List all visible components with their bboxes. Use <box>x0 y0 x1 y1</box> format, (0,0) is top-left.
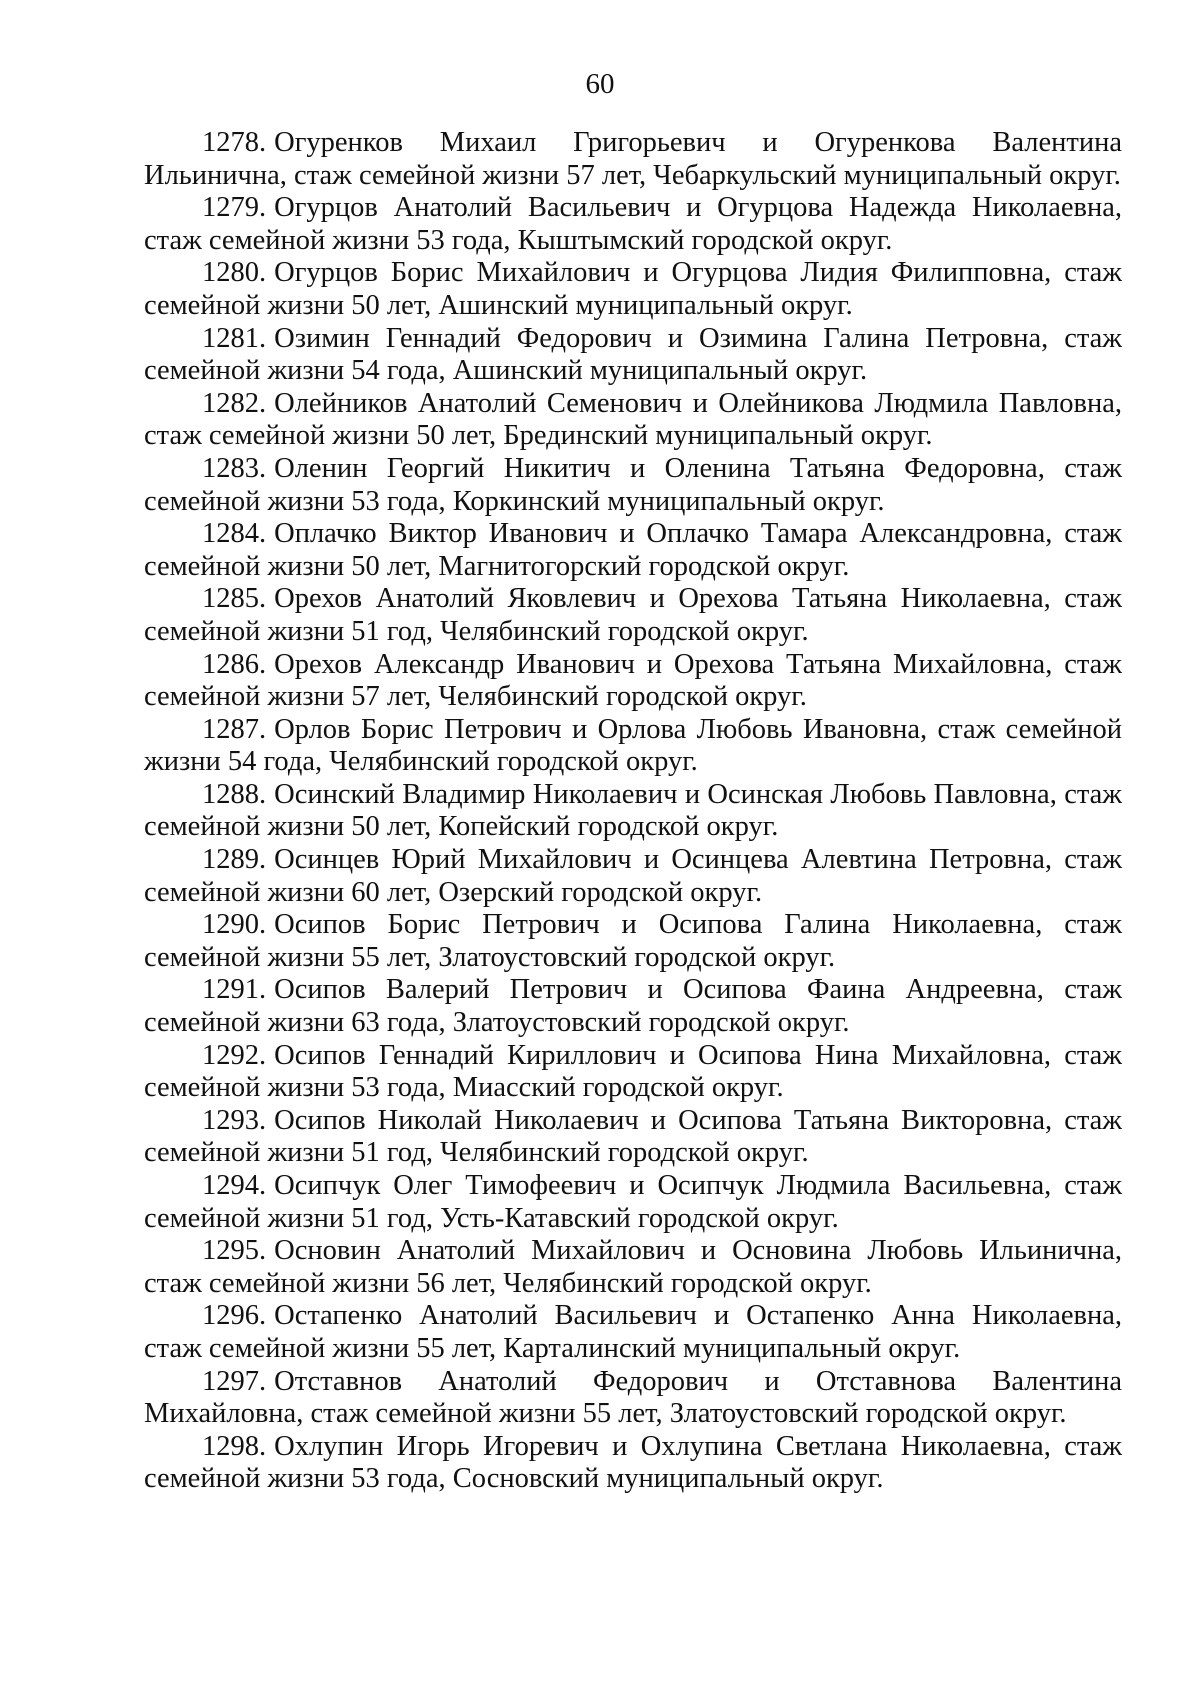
list-item <box>144 127 1122 192</box>
list-item <box>144 649 1122 714</box>
entry-text: Огурцов Анатолий Васильевич и Огурцова Надежда Николаевна, стаж семейной жизни 53 года, Кыштымский городской округ. <box>144 192 1122 256</box>
entry-number: 1287. <box>202 713 267 745</box>
list-item <box>144 323 1122 388</box>
list-item <box>144 1105 1122 1170</box>
list-item <box>144 192 1122 257</box>
entry-text: Осинский Владимир Николаевич и Осинская Любовь Павловна, стаж семейной жизни 50 лет, Копейский городской округ. <box>144 778 1122 843</box>
list-item <box>144 714 1122 779</box>
entry-text: Отставнов Анатолий Федорович и Отставнова Валентина Михайловна, стаж семейной жизни 55 лет, Златоустовский городской округ. <box>144 1365 1122 1430</box>
entry-number: 1297. <box>202 1365 267 1397</box>
entry-text: Остапенко Анатолий Васильевич и Остапенко Анна Николаевна, стаж семейной жизни 55 лет, Карталинский муниципальный округ. <box>144 1300 1122 1364</box>
entry-number: 1296. <box>202 1300 267 1332</box>
entry-text: Орехов Александр Иванович и Орехова Татьяна Михайловна, стаж семейной жизни 57 лет, Челябинский городской округ. <box>144 648 1122 713</box>
entry-text: Осипов Геннадий Кириллович и Осипова Нина Михайловна, стаж семейной жизни 53 года, Миасский городской округ. <box>144 1039 1122 1104</box>
entry-text: Осипов Валерий Петрович и Осипова Фаина Андреевна, стаж семейной жизни 63 года, Златоустовский городской округ. <box>144 974 1122 1039</box>
list-item <box>144 974 1122 1039</box>
entry-number: 1292. <box>202 1039 267 1071</box>
list-item <box>144 779 1122 844</box>
entry-number: 1294. <box>202 1170 267 1201</box>
entry-number: 1291. <box>202 974 267 1006</box>
entry-text: Основин Анатолий Михайлович и Основина Любовь Ильинична, стаж семейной жизни 56 лет, Челябинский городской округ. <box>144 1235 1122 1299</box>
entry-number: 1288. <box>202 778 267 810</box>
entry-text: Оплачко Виктор Иванович и Оплачко Тамара Александровна, стаж семейной жизни 50 лет, Магнитогорский городской округ. <box>144 518 1122 582</box>
list-item <box>144 388 1122 453</box>
entry-number: 1278. <box>202 127 267 158</box>
entry-text: Осинцев Юрий Михайлович и Осинцева Алевтина Петровна, стаж семейной жизни 60 лет, Озерский городской округ. <box>144 844 1122 908</box>
list-item <box>144 1300 1122 1365</box>
entry-number: 1289. <box>202 844 267 876</box>
list-item <box>144 1170 1122 1235</box>
entry-text: Олейников Анатолий Семенович и Олейникова Людмила Павловна, стаж семейной жизни 50 лет, Брединский муниципальный округ. <box>144 387 1122 452</box>
entry-text: Огуренков Михаил Григорьевич и Огуренкова Валентина Ильинична, стаж семейной жизни 57 лет, Чебаркульский муниципальный округ. <box>144 127 1122 191</box>
entry-number: 1286. <box>202 648 267 680</box>
entry-text: Осипчук Олег Тимофеевич и Осипчук Людмила Васильевна, стаж семейной жизни 51 год, Усть-Катавский городской округ. <box>144 1170 1122 1234</box>
entry-text: Осипов Николай Николаевич и Осипова Татьяна Викторовна, стаж семейной жизни 51 год, Челябинский городской округ. <box>144 1104 1122 1169</box>
list-item <box>144 1431 1122 1496</box>
entry-text: Оленин Георгий Никитич и Оленина Татьяна Федоровна, стаж семейной жизни 53 года, Коркинский муниципальный округ. <box>144 452 1122 517</box>
entry-number: 1282. <box>202 387 267 419</box>
page-number: 60 <box>585 68 615 100</box>
list-item <box>144 1235 1122 1300</box>
list-item <box>144 453 1122 518</box>
entry-number: 1285. <box>202 583 267 615</box>
entry-number: 1281. <box>202 322 267 354</box>
list-item <box>144 257 1122 322</box>
entry-number: 1284. <box>202 518 267 550</box>
list-item <box>144 844 1122 909</box>
entry-number: 1280. <box>202 257 267 289</box>
list-item <box>144 583 1122 648</box>
list-item <box>144 1366 1122 1431</box>
entry-number: 1290. <box>202 909 267 941</box>
list-item <box>144 1040 1122 1105</box>
entry-text: Охлупин Игорь Игоревич и Охлупина Светлана Николаевна, стаж семейной жизни 53 года, Сосновский муниципальный округ. <box>144 1430 1122 1495</box>
entry-text: Осипов Борис Петрович и Осипова Галина Николаевна, стаж семейной жизни 55 лет, Златоустовский городской округ. <box>144 909 1122 973</box>
list-item <box>144 518 1122 583</box>
entry-text: Орехов Анатолий Яковлевич и Орехова Татьяна Николаевна, стаж семейной жизни 51 год, Челябинский городской округ. <box>144 583 1122 647</box>
entry-number: 1283. <box>202 452 267 484</box>
entry-number: 1293. <box>202 1104 267 1136</box>
entry-text: Орлов Борис Петрович и Орлова Любовь Ивановна, стаж семейной жизни 54 года, Челябинский городской округ. <box>144 713 1122 778</box>
entry-text: Озимин Геннадий Федорович и Озимина Галина Петровна, стаж семейной жизни 54 года, Ашинский муниципальный округ. <box>144 322 1122 387</box>
list-item <box>144 909 1122 974</box>
entry-number: 1298. <box>202 1430 267 1462</box>
entry-text: Огурцов Борис Михайлович и Огурцова Лидия Филипповна, стаж семейной жизни 50 лет, Ашинский муниципальный округ. <box>144 257 1122 321</box>
entry-number: 1295. <box>202 1235 267 1267</box>
entry-list <box>144 127 1122 1496</box>
entry-number: 1279. <box>202 192 267 224</box>
